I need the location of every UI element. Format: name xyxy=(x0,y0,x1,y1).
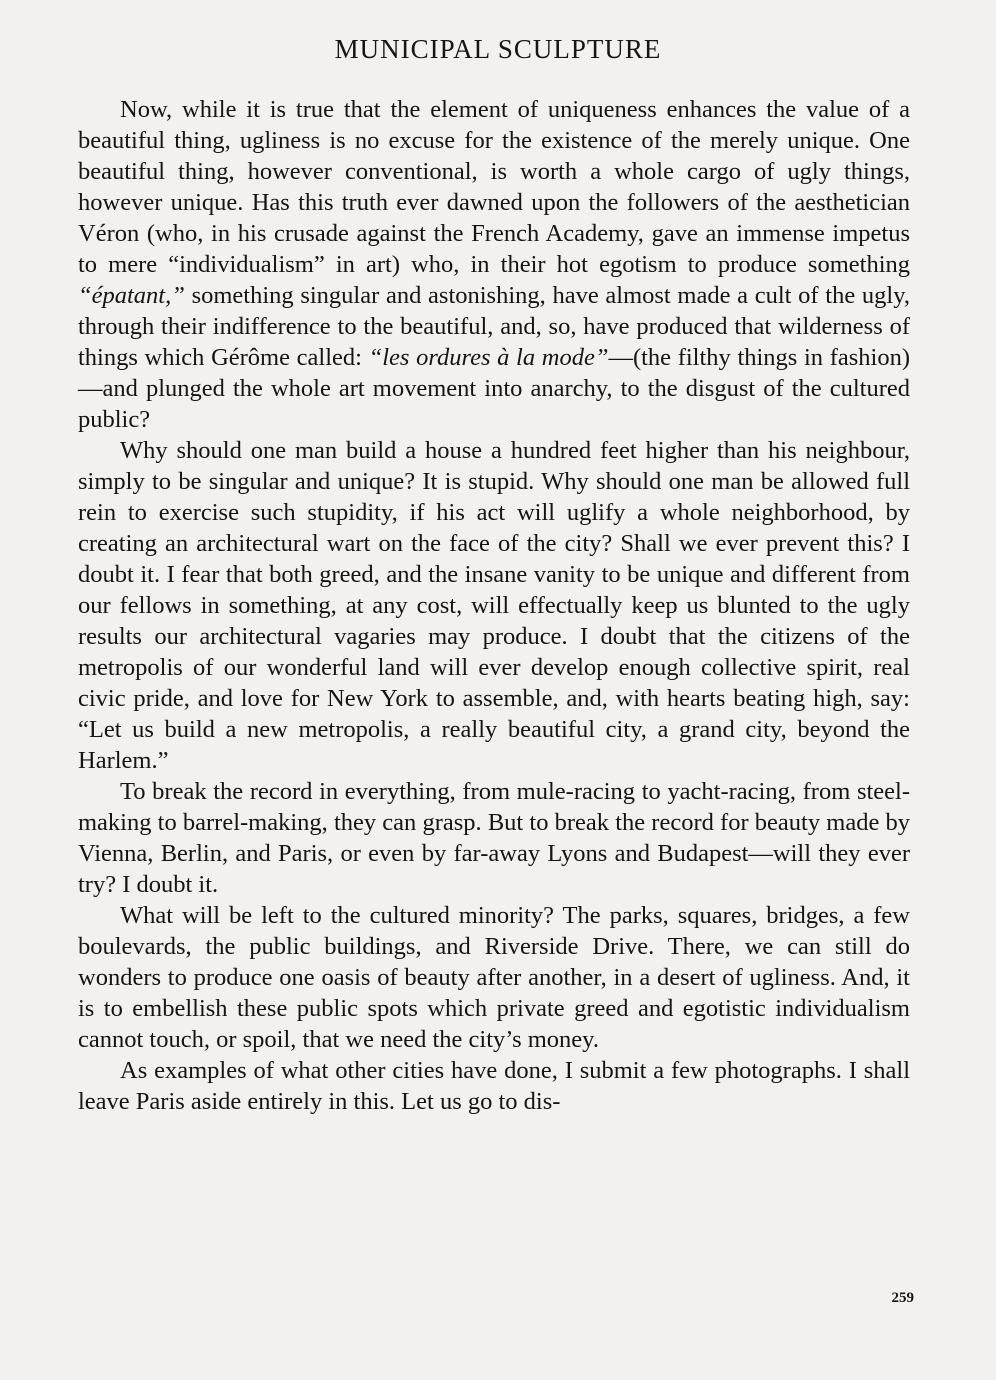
paragraph-1 xyxy=(78,94,910,435)
paragraph-1-part-c: something singular and astonishing, have almost made a cult of the ugly, through their indifference to the beautiful, and, so, have produced that wilderness of things which Gérôme called: xyxy=(78,282,910,371)
paragraph-4: What will be left to the cultured minority? The parks, squares, bridges, a few boulevards, the public buildings, and Riverside Drive. There, we can still do wonders to produce one oasis of beauty after another, in a desert of ugliness. And, it is to embellish these public spots which private greed and egotistic individualism cannot touch, or spoil, that we need the city’s money. xyxy=(78,902,910,1053)
paragraph-3: To break the record in everything, from mule-racing to yacht-racing, from steel-making to barrel-making, they can grasp. But to break the record for beauty made by Vienna, Berlin, and Paris, or even by far-away Lyons and Budapest—will they ever try? I doubt it. xyxy=(78,778,910,898)
paragraph-1-part-a: Now, while it is true that the element of uniqueness enhances the value of a beautiful thing, ugliness is no excuse for the existence of the merely unique. One beautiful thing, however conventional, is worth a whole cargo of ugly things, however unique. Has this truth ever dawned upon the followers of the aesthetician Véron (who, in his crusade against the French Academy, gave an immense impetus to mere “individualism” in art) who, in their hot egotism to produce something xyxy=(78,96,910,278)
italic-epatant: “épatant,” xyxy=(78,282,185,309)
paragraph-1-part-e: —(the filthy things in fashion)—and plunged the whole art movement into anarchy, to the disgust of the cultured public? xyxy=(78,344,910,433)
body-text xyxy=(78,94,910,1117)
page-number: 259 xyxy=(891,1290,914,1306)
italic-les-ordures: “les ordures à la mode” xyxy=(368,344,609,371)
paragraph-2: Why should one man build a house a hundred feet higher than his neighbour, simply to be singular and unique? It is stupid. Why should one man be allowed full rein to exercise such stupidity, if his act will uglify a whole neighborhood, by creating an architectural wart on the face of the city? Shall we ever prevent this? I doubt it. I fear that both greed, and the insane vanity to be unique and different from our fellows in something, at any cost, will effectually keep us blunted to the ugly results our architectural vagaries may produce. I doubt that the citizens of the metropolis of our wonderful land will ever develop enough collective spirit, real civic pride, and love for New York to assemble, and, with hearts beating high, say: “Let us build a new metropolis, a really beautiful city, a grand city, beyond the Harlem.” xyxy=(78,437,910,774)
running-head-title: MUNICIPAL SCULPTURE xyxy=(334,34,662,64)
paragraph-5: As examples of what other cities have done, I submit a few photographs. I shall leave Paris aside entirely in this. Let us go to dis- xyxy=(78,1057,910,1115)
